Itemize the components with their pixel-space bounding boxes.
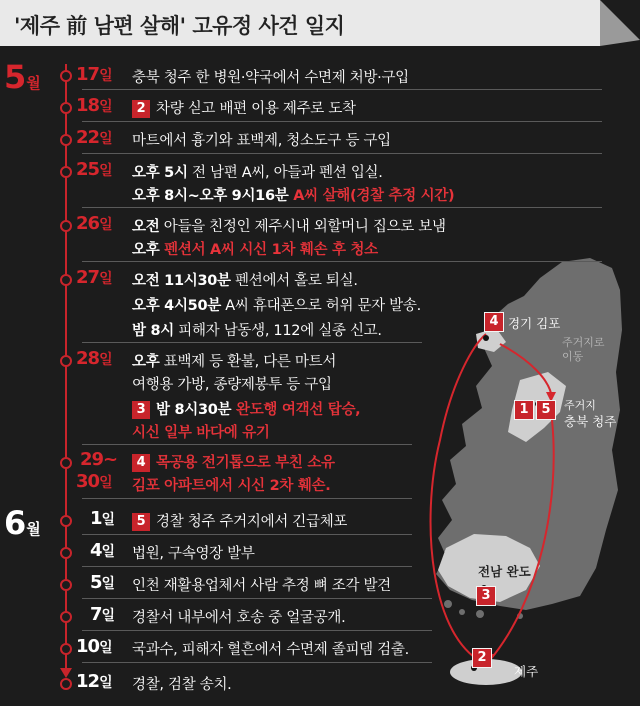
event-text: 3 밤 8시30분 완도행 여객선 탑승, (132, 398, 360, 419)
event-text: 경찰서 내부에서 호송 중 얼굴공개. (132, 610, 346, 626)
location-badge: 2 (132, 100, 150, 118)
row-divider (82, 121, 602, 122)
month-may: 5 월 (4, 58, 41, 96)
map-note-move: 주거지로 이동 (562, 336, 605, 363)
map-label-jeju: 제주 (514, 664, 539, 679)
event-day: 29~ (80, 449, 118, 470)
row-divider (82, 498, 412, 499)
location-badge: 5 (132, 513, 150, 531)
event-text: 4 목공용 전기톱으로 부친 소유 (132, 451, 335, 472)
map-label-gimpo: 경기 김포 (508, 316, 561, 331)
event-text: 충북 청주 한 병원·약국에서 수면제 처방·구입 (132, 70, 409, 86)
event-text: 오후 표백제 등 환불, 다른 마트서 (132, 354, 337, 370)
event-text: 오후 8시~오후 9시16분 A씨 살해(경찰 추정 시간) (132, 188, 455, 204)
event-day: 26일 (76, 213, 113, 234)
timeline-dot (60, 134, 72, 146)
event-text: 시신 일부 바다에 유기 (132, 425, 270, 441)
page-fold-icon (560, 0, 640, 50)
map-badge-gimpo: 4 (484, 312, 504, 332)
row-divider (82, 89, 602, 90)
row-divider (82, 261, 602, 262)
map-badge-wando: 3 (476, 586, 496, 606)
location-badge: 3 (132, 401, 150, 419)
event-text: 여행용 가방, 종량제봉투 등 구입 (132, 377, 332, 393)
row-divider (82, 444, 412, 445)
event-text: 오전 아들을 친정인 제주시내 외할머니 집으로 보냄 (132, 219, 446, 235)
timeline-arrow-icon (60, 668, 72, 678)
event-text: 2 차량 싣고 배편 이용 제주로 도착 (132, 97, 356, 118)
timeline-dot (60, 515, 72, 527)
map-badge-cheongju-1: 1 (514, 400, 534, 420)
event-day: 27일 (76, 267, 113, 288)
event-day: 12일 (76, 671, 113, 692)
event-day: 4일 (90, 540, 116, 561)
timeline-dot (60, 166, 72, 178)
page-title: '제주 前 남편 살해' 고유정 사건 일지 (14, 14, 345, 38)
location-badge: 4 (132, 454, 150, 472)
row-divider (82, 153, 602, 154)
event-day: 30일 (76, 471, 113, 492)
event-day: 5일 (90, 572, 116, 593)
timeline-dot (60, 355, 72, 367)
event-day: 18일 (76, 95, 113, 116)
row-divider (82, 207, 602, 208)
timeline-dot (60, 457, 72, 469)
event-day: 10일 (76, 636, 113, 657)
map-badge-jeju: 2 (472, 648, 492, 668)
event-text: 마트에서 흉기와 표백제, 청소도구 등 구입 (132, 133, 391, 149)
event-text: 오후 5시 전 남편 A씨, 아들과 펜션 입실. (132, 165, 383, 181)
event-text: 국과수, 피해자 혈흔에서 수면제 졸피뎀 검출. (132, 642, 409, 658)
event-day: 25일 (76, 159, 113, 180)
timeline-dot (60, 579, 72, 591)
timeline-dot (60, 70, 72, 82)
event-text: 오후 펜션서 A씨 시신 1차 훼손 후 청소 (132, 242, 378, 258)
timeline-dot (60, 220, 72, 232)
month-june: 6 월 (4, 504, 41, 542)
row-divider (82, 662, 432, 663)
event-text: 법원, 구속영장 발부 (132, 546, 255, 562)
event-text: 인천 재활용업체서 사람 추정 뼈 조각 발견 (132, 578, 391, 594)
timeline-dot (60, 547, 72, 559)
event-text: 5 경찰 청주 주거지에서 긴급체포 (132, 510, 347, 531)
map-label-cheongju: 주거지 충북 청주 (564, 399, 617, 429)
row-divider (82, 342, 422, 343)
timeline-dot (60, 678, 72, 690)
event-day: 1일 (90, 508, 116, 529)
event-day: 28일 (76, 348, 113, 369)
event-text: 오전 11시30분 펜션에서 홀로 퇴실. (132, 273, 358, 289)
row-divider (82, 598, 432, 599)
row-divider (82, 534, 412, 535)
timeline-dot (60, 611, 72, 623)
event-day: 22일 (76, 127, 113, 148)
timeline-dot (60, 102, 72, 114)
timeline-dot (60, 643, 72, 655)
event-text: 김포 아파트에서 시신 2차 훼손. (132, 478, 331, 494)
timeline-dot (60, 274, 72, 286)
event-text: 경찰, 검찰 송치. (132, 677, 232, 693)
event-day: 17일 (76, 64, 113, 85)
row-divider (82, 630, 432, 631)
map-badge-cheongju-5: 5 (536, 400, 556, 420)
row-divider (82, 566, 412, 567)
event-text: 오후 4시50분 A씨 휴대폰으로 허위 문자 발송. (132, 298, 421, 314)
event-text: 밤 8시 피해자 남동생, 112에 실종 신고. (132, 323, 382, 339)
map-label-wando: 전남 완도 (478, 564, 531, 579)
event-day: 7일 (90, 604, 116, 625)
